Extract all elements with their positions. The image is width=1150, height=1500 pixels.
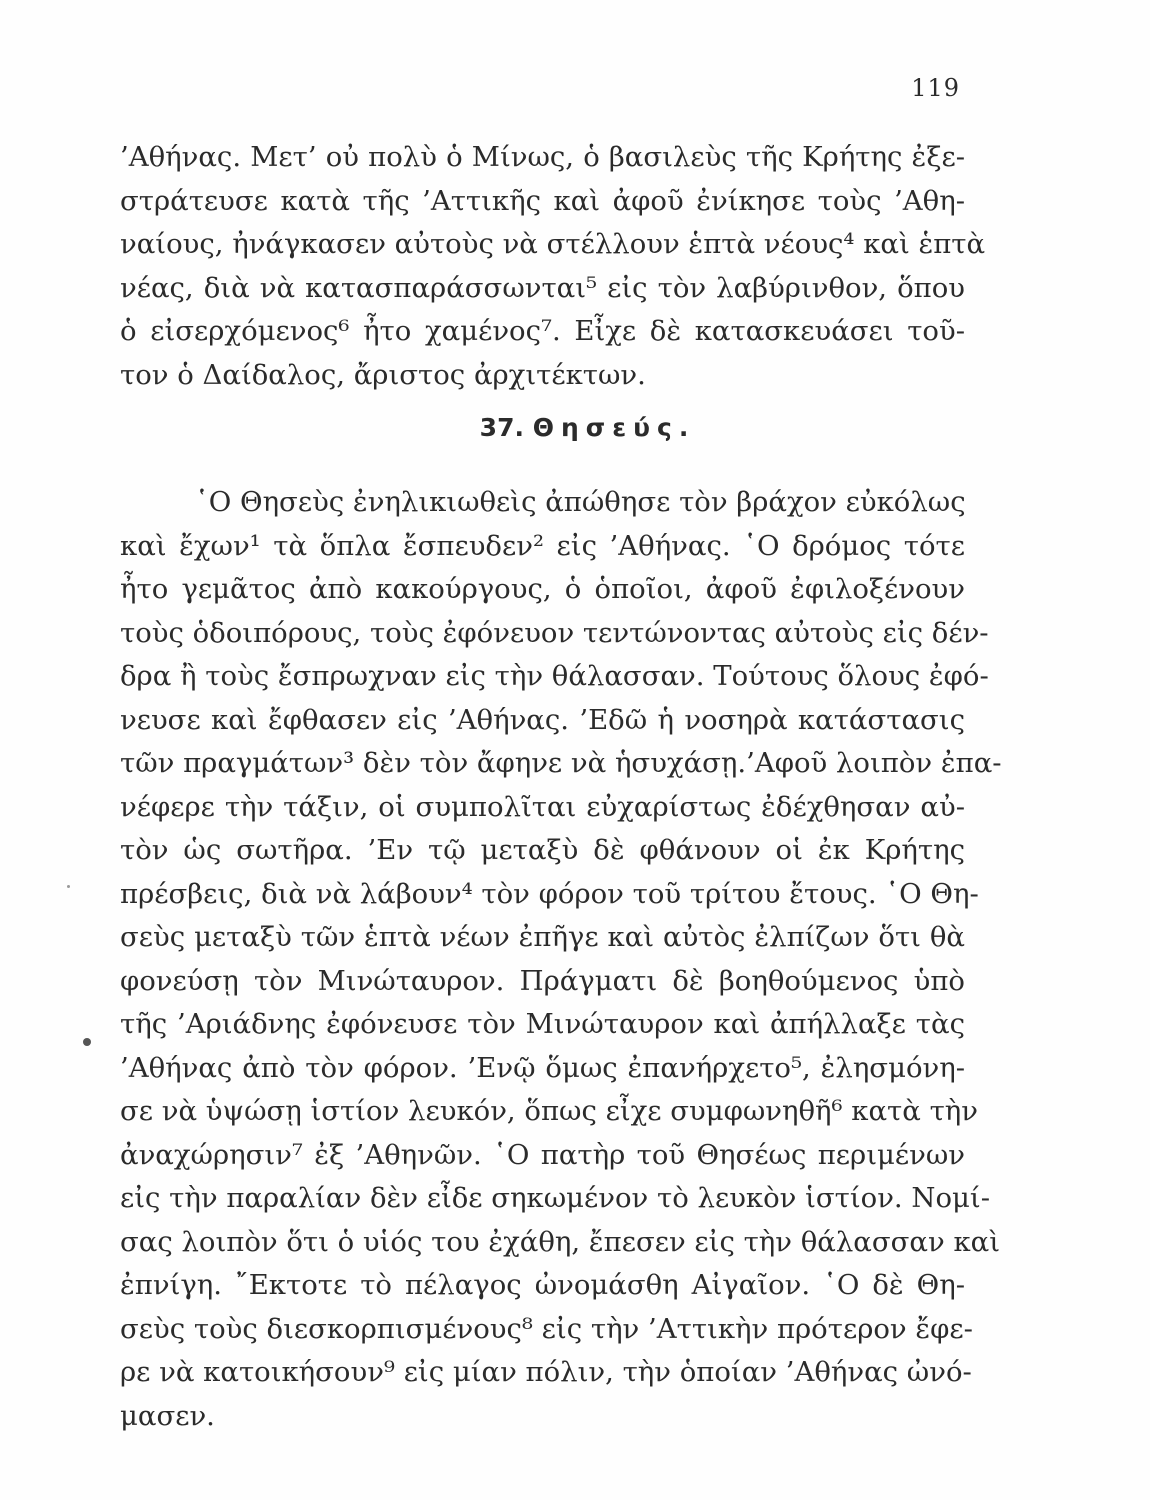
text-line: ἐπνίγη. ῎Εκτοτε τὸ πέλαγος ὠνομάσθη Αἰγαῖον. ῾Ο δὲ Θη- bbox=[120, 1269, 965, 1301]
text-line: ’Αθήνας. Μετ’ οὐ πολὺ ὁ Μίνως, ὁ βασιλεὺς τῆς Κρήτης ἐξε- bbox=[120, 141, 965, 173]
text-line: μασεν. bbox=[120, 1399, 215, 1432]
text-line: νέφερε τὴν τάξιν, οἱ συμπολῖται εὐχαρίστως ἐδέχθησαν αὐ- bbox=[120, 790, 965, 823]
text-line: ὁ εἰσερχόμενος⁶ ἦτο χαμένος⁷. Εἶχε δὲ κατασκευάσει τοῦ- bbox=[120, 315, 965, 347]
paragraph-text bbox=[120, 481, 1002, 1438]
text-line: στράτευσε κατὰ τῆς ’Αττικῆς καὶ ἀφοῦ ἐνίκησε τοὺς ’Αθη- bbox=[120, 184, 965, 217]
ink-speck bbox=[67, 885, 70, 888]
text-line: φονεύσῃ τὸν Μινώταυρον. Πράγματι δὲ βοηθούμενος ὑπὸ bbox=[120, 964, 965, 997]
text-line: τὸν ὡς σωτῆρα. ’Εν τῷ μεταξὺ δὲ φθάνουν οἱ ἐκ Κρήτης bbox=[120, 834, 965, 866]
text-line: πρέσβεις, διὰ νὰ λάβουν⁴ τὸν φόρον τοῦ τρίτου ἔτους. ῾Ο Θη- bbox=[120, 877, 979, 910]
page-number: 119 bbox=[911, 74, 960, 102]
text-line: σεὺς μεταξὺ τῶν ἑπτὰ νέων ἐπῆγε καὶ αὐτὸς ἐλπίζων ὅτι θὰ bbox=[120, 921, 965, 953]
text-line: νευσε καὶ ἔφθασεν εἰς ’Αθήνας. ’Εδῶ ἡ νοσηρὰ κατάστασις bbox=[120, 703, 965, 736]
text-line: νέας, διὰ νὰ κατασπαράσσωνται⁵ εἰς τὸν λαβύρινθον, ὅπου bbox=[120, 271, 965, 304]
text-line: εἰς τὴν παραλίαν δὲν εἶδε σηκωμένον τὸ λευκὸν ἱστίον. Νομί- bbox=[120, 1182, 990, 1214]
text-line: σε νὰ ὑψώσῃ ἱστίον λευκόν, ὅπως εἶχε συμφωνηθῆ⁶ κατὰ τὴν bbox=[120, 1095, 978, 1127]
text-line: τῆς ’Αριάδνης ἐφόνευσε τὸν Μινώταυρον καὶ ἀπήλλαξε τὰς bbox=[120, 1008, 965, 1040]
text-line: σας λοιπὸν ὅτι ὁ υἱός του ἐχάθη, ἔπεσεν εἰς τὴν θάλασσαν καὶ bbox=[120, 1225, 1000, 1258]
text-line: ἦτο γεμᾶτος ἀπὸ κακούργους, ὁ ὁποῖοι, ἀφοῦ ἐφιλοξένουν bbox=[120, 573, 965, 605]
paragraph-minos bbox=[120, 136, 986, 397]
text-line: τον ὁ Δαίδαλος, ἄριστος ἀρχιτέκτων. bbox=[120, 358, 646, 391]
section-title: Θησεύς. bbox=[532, 413, 696, 442]
text-line: καὶ ἔχων¹ τὰ ὅπλα ἔσπευδεν² εἰς ’Αθήνας. ῾Ο δρόμος τότε bbox=[120, 529, 965, 562]
text-line: ναίους, ἠνάγκασεν αὐτοὺς νὰ στέλλουν ἑπτὰ νέους⁴ καὶ ἑπτὰ bbox=[120, 228, 986, 260]
text-line: ἀναχώρησιν⁷ ἐξ ’Αθηνῶν. ῾Ο πατὴρ τοῦ Θησέως περιμένων bbox=[120, 1138, 965, 1171]
text-line: σεὺς τοὺς διεσκορπισμένους⁸ εἰς τὴν ’Αττικὴν πρότερον ἔφε- bbox=[120, 1312, 973, 1345]
text-line: τοὺς ὁδοιπόρους, τοὺς ἐφόνευον τεντώνοντας αὐτοὺς εἰς δέν- bbox=[120, 616, 989, 649]
text-line: ρε νὰ κατοικήσουν⁹ εἰς μίαν πόλιν, τὴν ὁποίαν ’Αθήνας ὠνό- bbox=[120, 1356, 972, 1388]
paragraph-theseus bbox=[120, 481, 1002, 1438]
text-line: δρα ἢ τοὺς ἔσπρωχναν εἰς τὴν θάλασσαν. Τούτους ὅλους ἐφό- bbox=[120, 660, 989, 692]
section-heading bbox=[0, 413, 1150, 442]
text-line: τῶν πραγμάτων³ δὲν τὸν ἄφηνε νὰ ἡσυχάσῃ.’Αφοῦ λοιπὸν ἐπα- bbox=[120, 747, 1002, 779]
paragraph-text bbox=[120, 136, 986, 397]
text-line: ῾Ο Θησεὺς ἐνηλικιωθεὶς ἀπώθησε τὸν βράχον εὐκόλως bbox=[195, 486, 966, 518]
text-line: ’Αθήνας ἀπὸ τὸν φόρον. ’Ενῷ ὅμως ἐπανήρχετο⁵, ἐλησμόνη- bbox=[120, 1051, 965, 1084]
ink-speck bbox=[83, 1038, 91, 1046]
section-number: 37. bbox=[479, 413, 524, 442]
